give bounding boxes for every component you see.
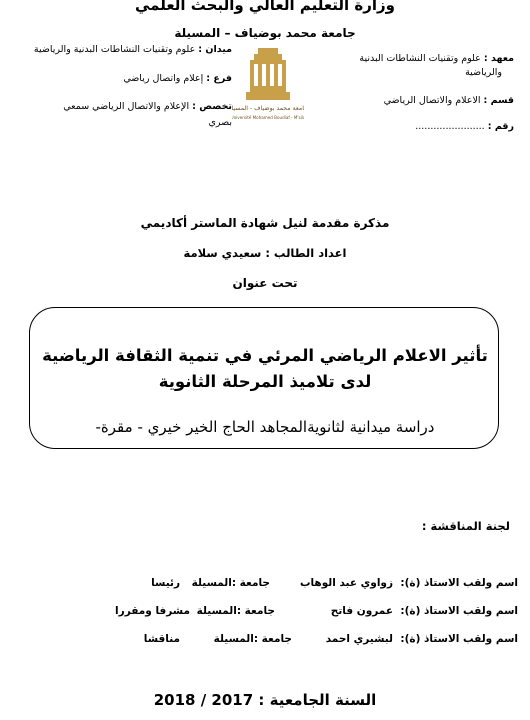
thesis-title-line-2: لدى تلاميذ المرحلة الثانوية — [158, 372, 372, 391]
institute-label: معهد : — [483, 53, 514, 64]
member-3-role: مناقشا — [143, 633, 180, 645]
institute-value: علوم وتقنيات النشاطات البدنية — [359, 53, 481, 64]
member-2-university: جامعة :المسيلة — [196, 605, 275, 617]
member-3-name: لبشيري احمد — [325, 633, 393, 645]
reference-value: ....................... — [415, 121, 485, 132]
institute-line — [359, 52, 514, 66]
specialty-value: الإعلام والاتصال الرياضي سمعي — [63, 101, 190, 112]
branch-line — [123, 72, 232, 86]
academic-year: السنة الجامعية : 2017 / 2018 — [153, 691, 377, 709]
member-1-university: جامعة :المسيلة — [191, 577, 270, 589]
university-logo — [232, 44, 304, 124]
department-label: قسم : — [483, 95, 514, 106]
ministry-name: وزارة التعليم العالي والبحث العلمي — [134, 0, 396, 14]
thesis-subtitle: دراسة ميدانية لثانويةالمجاهد الحاج الخير خيري - مقرة- — [95, 418, 435, 436]
logo-arabic-text: جامعة محمد بوضياف - المسيلة — [232, 105, 304, 112]
memo-heading: مذكرة مقدمة لنيل شهادة الماستر أكاديمي — [140, 216, 390, 230]
field-value: علوم وتقنيات النشاطات البدنية والرياضية — [33, 44, 196, 55]
branch-label: فرع : — [206, 73, 232, 84]
member-2-role: مشرفا ومقررا — [115, 605, 190, 617]
branch-value: إعلام واتصال رياضي — [123, 73, 204, 84]
member-2-label: اسم ولقب الاستاذ (ة): — [400, 605, 518, 617]
reference-label: رقم : — [487, 121, 514, 132]
member-1-role: رئيسا — [151, 577, 180, 589]
department-value: الاعلام والاتصال الرياضي — [383, 95, 481, 106]
member-3-university: جامعة :المسيلة — [213, 633, 292, 645]
field-label: ميدان : — [198, 44, 232, 55]
field-line — [34, 43, 232, 57]
committee-heading: لجنة المناقشة : — [421, 519, 510, 533]
student-name: اعداد الطالب : سعيدي سلامة — [183, 246, 347, 260]
under-title-label: تحت عنوان — [232, 276, 298, 290]
reference-line — [415, 120, 514, 134]
department-line — [384, 94, 514, 108]
specialty-line — [63, 100, 232, 114]
specialty-value-cont: بصري — [208, 117, 232, 128]
specialty-label: تخصص : — [192, 101, 232, 112]
member-1-name: زواوي عبد الوهاب — [299, 577, 393, 589]
member-2-name: عمرون فاتح — [330, 605, 393, 617]
university-name: جامعة محمد بوضياف – المسيلة — [174, 26, 356, 40]
thesis-title-line-1: تأثير الاعلام الرياضي المرئي في تنمية الثقافة الرياضية — [42, 346, 488, 365]
logo-emblem-icon — [232, 44, 304, 124]
member-1-label: اسم ولقب الاستاذ (ة): — [400, 577, 518, 589]
institute-value-cont: والرياضية — [465, 67, 502, 78]
member-3-label: اسم ولقب الاستاذ (ة): — [400, 633, 518, 645]
logo-latin-text: Université Mohamed Boudiaf - M'sila — [232, 115, 304, 120]
